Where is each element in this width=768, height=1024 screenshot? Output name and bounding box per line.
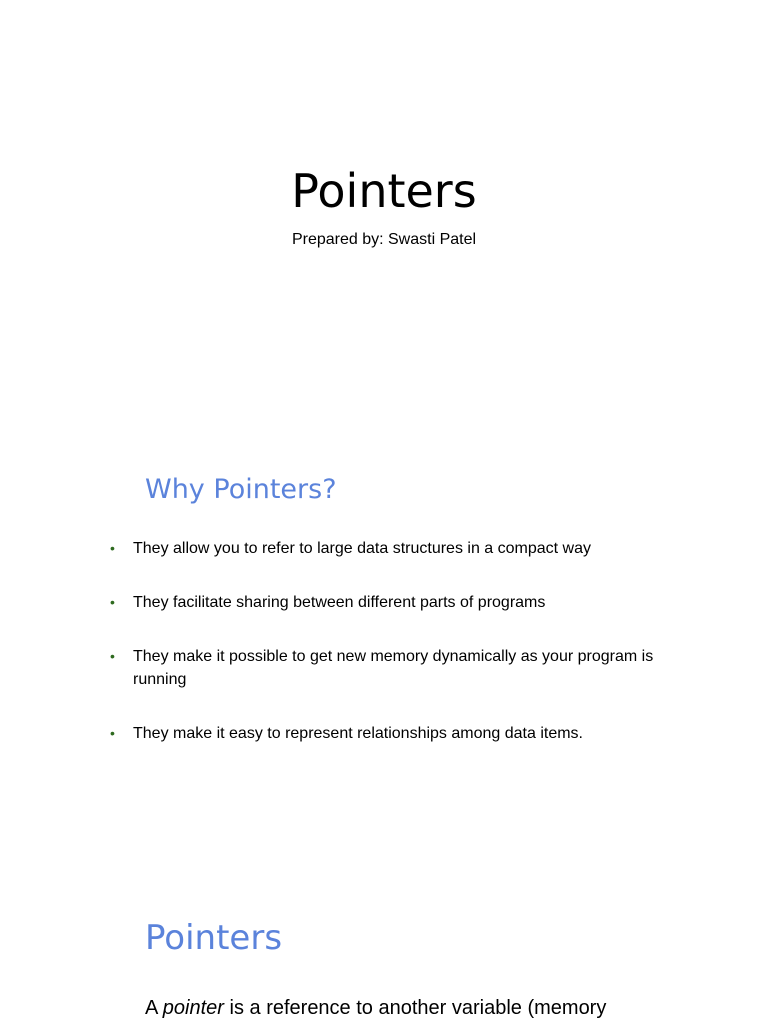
- bullet-text: They facilitate sharing between different parts of programs: [133, 594, 546, 611]
- bullet-icon: •: [110, 725, 115, 741]
- definition-prefix: A: [145, 997, 163, 1019]
- slide-subtitle: Prepared by: Swasti Patel: [291, 231, 477, 248]
- bullet-text: They make it possible to get new memory dynamically as your program is running: [133, 648, 654, 688]
- list-item: [110, 591, 670, 614]
- bullet-text: They make it easy to represent relationships among data items.: [133, 725, 583, 742]
- bullet-list: [110, 537, 670, 776]
- bullet-icon: •: [110, 648, 115, 664]
- bullet-icon: •: [110, 594, 115, 610]
- list-item: [110, 537, 670, 560]
- slide-title: Pointers: [291, 164, 477, 218]
- definition-rest: is a reference to another variable (memory: [223, 997, 607, 1019]
- why-pointers-heading: Why Pointers?: [145, 474, 337, 505]
- pointers-heading: Pointers: [145, 918, 283, 958]
- definition-term: pointer: [162, 997, 224, 1019]
- list-item: [110, 722, 670, 745]
- bullet-text: They allow you to refer to large data structures in a compact way: [133, 540, 591, 557]
- list-item: [110, 645, 670, 691]
- bullet-icon: •: [110, 540, 115, 556]
- pointer-definition: [145, 994, 745, 1022]
